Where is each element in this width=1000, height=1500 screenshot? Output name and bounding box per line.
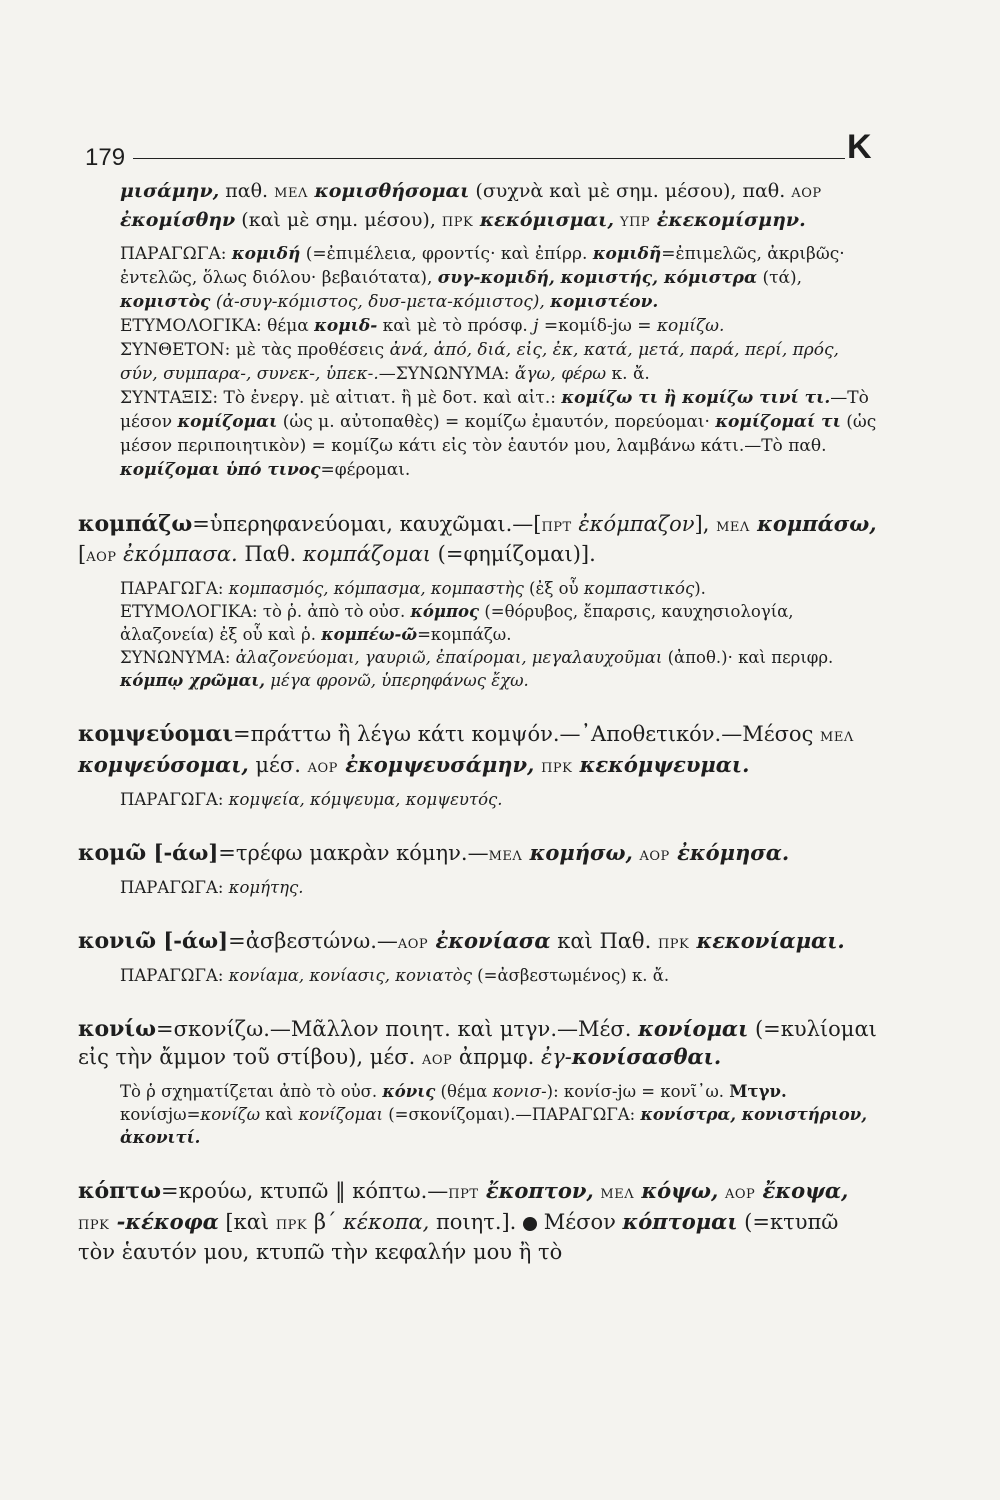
page-number: 179 xyxy=(85,144,126,171)
entry-konio xyxy=(78,927,878,987)
entry-kopto xyxy=(78,1177,878,1266)
entry-kompseuomai xyxy=(78,720,878,811)
entry-details xyxy=(78,1080,878,1149)
formation-note: Τὸ ῥ σχηματίζεται ἀπὸ τὸ οὐσ. κόνις (θέμα κονισ-): κονίσ-jω = κονῖ᾽ω. Μτγν. κονίσjω=κονίζω καὶ κονίζομαι (=σκονίζομαι).—ΠΑΡΑΓΩΓΑ: κονίστρα, κονιστήριον, ἀκονιτί. xyxy=(120,1082,867,1147)
entry-konio2 xyxy=(78,1015,878,1149)
headword: κονίω xyxy=(78,1016,157,1042)
dictionary-content xyxy=(78,178,878,1266)
continued-forms: μισάμην, παθ. ΜΕΛ κομισθήσομαι (συχνὰ καὶ μὲ σημ. μέσου), παθ. ΑΟΡ ἐκομίσθην (καὶ μὲ σημ. μέσου), ΠΡΚ κεκόμισμαι, ΥΠΡ ἐκεκομίσμην. xyxy=(120,180,822,231)
entry-headline: κομπάζω=ὑπερηφανεύομαι, καυχῶμαι.—[ΠΡΤ ἐκόμπαζον], ΜΕΛ κομπάσω, [ΑΟΡ ἐκόμπασα. Παθ. κομπάζομαι (=φημίζομαι)]. xyxy=(78,511,877,566)
entry-details xyxy=(78,964,878,987)
headword: κονιῶ xyxy=(78,928,157,954)
entry-details xyxy=(78,577,878,692)
derivatives-section: ΠΑΡΑΓΩΓΑ: κονίαμα, κονίασις, κονιατὸς (=ἀσβεστωμένος) κ. ἄ. xyxy=(120,966,670,985)
syntax-section: ΣΥΝΤΑΞΙΣ: Τὸ ἐνεργ. μὲ αἰτιατ. ἢ μὲ δοτ. καὶ αἰτ.: κομίζω τι ἢ κομίζω τινί τι.—Τὸ μέσον κομίζομαι (ὡς μ. αὐτοπαθὲς) = κομίζω ἐμαυτόν, πορεύομαι· κομίζομαί τι (ὡς μέσον περιποιητικὸν) = κομίζω κάτι εἰς τὸν ἑαυτόν μου, λαμβάνω κάτι.—Τὸ παθ. κομίζομαι ὑπό τινος=φέρομαι. xyxy=(120,388,877,480)
etymology-section: ΕΤΥΜΟΛΟΓΙΚΑ: τὸ ῥ. ἀπὸ τὸ οὐσ. κόμπος (=θόρυβος, ἔπαρσις, καυχησιολογία, ἀλαζονεία) ἐξ οὗ καὶ ῥ. κομπέω-ῶ=κομπάζω. xyxy=(120,602,794,644)
entry-headline: κομῶ [-άω]=τρέφω μακρὰν κόμην.—ΜΕΛ κομήσω, ΑΟΡ ἐκόμησα. xyxy=(78,840,790,866)
bullet-icon xyxy=(523,1217,537,1231)
entry-headline: κομψεύομαι=πράττω ἢ λέγω κάτι κομψόν.—᾿Αποθετικόν.—Μέσος ΜΕΛ κομψεύσομαι, μέσ. ΑΟΡ ἐκομψευσάμην, ΠΡΚ κεκόμψευμαι. xyxy=(78,721,854,777)
compounds-section: ΣΥΝΘΕΤΟΝ: μὲ τὰς προθέσεις ἀνά, ἀπό, διά, εἰς, ἐκ, κατά, μετά, παρά, περί, πρός, σύν, συμπαρα-, συνεκ-, ὑπεκ-.—ΣΥΝΩΝΥΜΑ: ἄγω, φέρω κ. ἄ. xyxy=(120,340,839,384)
headword: κομψεύομαι xyxy=(78,721,233,747)
entry-headline: κονιῶ [-άω]=ἀσβεστώνω.—ΑΟΡ ἐκονίασα καὶ Παθ. ΠΡΚ κεκονίαμαι. xyxy=(78,928,845,954)
headword: κόπτω xyxy=(78,1178,162,1204)
synonyms-section: ΣΥΝΩΝΥΜΑ: ἀλαζονεύομαι, γαυριῶ, ἐπαίρομαι, μεγαλαυχοῦμαι (ἀποθ.)· καὶ περιφρ. κόμπῳ χρῶμαι, μέγα φρονῶ, ὑπερηφάνως ἔχω. xyxy=(120,648,834,690)
page-header xyxy=(75,128,875,171)
section-letter: K xyxy=(847,128,872,166)
derivatives-section: ΠΑΡΑΓΩΓΑ: κομπασμός, κόμπασμα, κομπαστὴς (ἐξ οὗ κομπαστικός). xyxy=(120,579,706,598)
etymology-section: ΕΤΥΜΟΛΟΓΙΚΑ: θέμα κομιδ- καὶ μὲ τὸ πρόσφ. j =κομίδ-jω = κομίζω. xyxy=(120,316,725,336)
entry-headline: κόπτω=κρούω, κτυπῶ ‖ κόπτω.—ΠΡΤ ἔκοπτον, ΜΕΛ κόψω, ΑΟΡ ἔκοψα, ΠΡΚ -κέκοφα [καὶ ΠΡΚ β΄ κέκοπα, ποιητ.]. Μέσον κόπτομαι (=κτυπῶ τὸν ἑαυτόν μου, κτυπῶ τὴν κεφαλήν μου ἢ τὸ xyxy=(78,1178,849,1264)
headword: κομῶ xyxy=(78,840,147,866)
entry-kompazo xyxy=(78,510,878,692)
entry-details xyxy=(78,788,878,811)
derivatives-section: ΠΑΡΑΓΩΓΑ: κομήτης. xyxy=(120,878,304,897)
continued-entry xyxy=(78,178,878,482)
entry-headline: κονίω=σκονίζω.—Μᾶλλον ποιητ. καὶ μτγν.—Μέσ. κονίομαι (=κυλίομαι εἰς τὴν ἄμμον τοῦ στίβου), μέσ. ΑΟΡ ἀπρμφ. ἐγ-κονίσασθαι. xyxy=(78,1016,877,1069)
derivatives-section: ΠΑΡΑΓΩΓΑ: κομιδή (=ἐπιμέλεια, φροντίς· καὶ ἐπίρρ. κομιδῆ=ἐπιμελῶς, ἀκριβῶς· ἐντελῶς, ὅλως διόλου· βεβαιότατα), συγ-κομιδή, κομιστής, κόμιστρα (τά), κομιστὸς (ἀ-συγ-κόμιστος, δυσ-μετα-κόμιστος), κομιστέον. xyxy=(120,244,845,312)
headword: κομπάζω xyxy=(78,511,193,537)
entry-komo xyxy=(78,839,878,899)
derivatives-section: ΠΑΡΑΓΩΓΑ: κομψεία, κόμψευμα, κομψευτός. xyxy=(120,790,503,809)
entry-details xyxy=(78,876,878,899)
header-rule xyxy=(133,158,845,159)
